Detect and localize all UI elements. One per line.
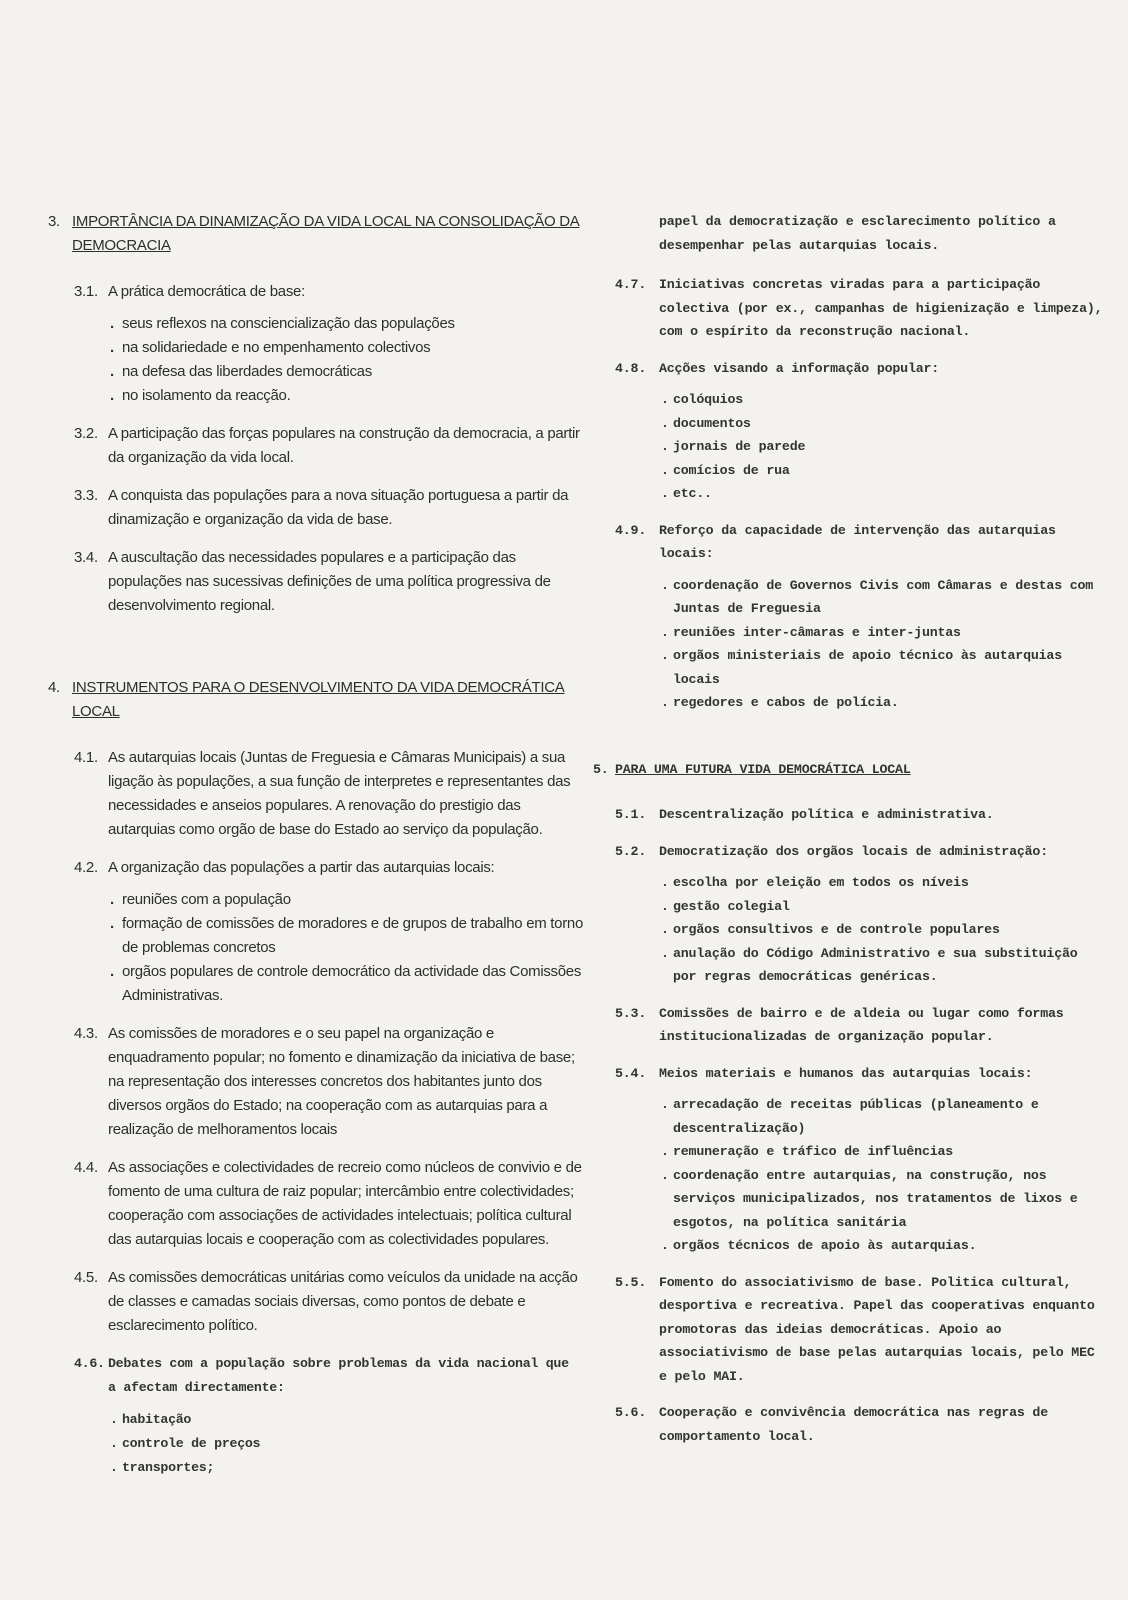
bullet-list <box>659 388 1105 506</box>
item-text: As associações e colectividades de recreio como núcleos de convivio e de fomento de uma cultura de raiz popular; intercâmbio entre colectividades; cooperação com associações de actividades intelectuais; política cultural das autarquias locais e cooperação com as colectividades populares. <box>108 1159 582 1248</box>
item-number: 4.5. <box>74 1269 98 1286</box>
item-5-1 <box>615 803 1105 827</box>
item-4-7 <box>615 273 1105 344</box>
item-4-3 <box>74 1022 583 1142</box>
section-5-heading <box>593 758 1105 782</box>
item-number: 4.3. <box>74 1025 98 1042</box>
item-text: Comissões de bairro e de aldeia ou lugar como formas institucionalizadas de organização popular. <box>659 1005 1064 1044</box>
bullet-item: . comícios de rua <box>659 459 1105 483</box>
item-number: 3.4. <box>74 549 98 566</box>
bullet-item: . na solidariedade e no empenhamento colectivos <box>108 336 583 360</box>
bullet-item: . gestão colegial <box>659 895 1105 919</box>
item-number: 4.8. <box>615 360 647 376</box>
bullet-item: . remuneração e tráfico de influências <box>659 1140 1105 1164</box>
item-text: A participação das forças populares na construção da democracia, a partir da organização da vida local. <box>108 425 580 466</box>
bullet-item: . reuniões com a população <box>108 888 583 912</box>
bullet-list <box>659 1093 1105 1258</box>
bullet-item: . jornais de parede <box>659 435 1105 459</box>
item-4-6 <box>74 1352 583 1480</box>
section-5-title: PARA UMA FUTURA VIDA DEMOCRÁTICA LOCAL <box>615 761 911 777</box>
bullet-list <box>659 574 1105 715</box>
item-5-6 <box>615 1401 1105 1448</box>
item-number: 5.3. <box>615 1005 647 1021</box>
bullet-item: . coordenação entre autarquias, na construção, nos serviços municipalizados, nos tratamentos de lixos e esgotos, na política sanitária <box>659 1164 1105 1235</box>
item-number: 4.4. <box>74 1159 98 1176</box>
item-text: Reforço da capacidade de intervenção das autarquias locais: <box>659 522 1056 561</box>
item-4-2 <box>74 856 583 1008</box>
item-4-5 <box>74 1266 583 1338</box>
section-4-heading <box>48 676 583 724</box>
item-number: 4.1. <box>74 749 98 766</box>
item-number: 3.3. <box>74 487 98 504</box>
bullet-item: . orgãos populares de controle democrático da actividade das Comissões Administrativas. <box>108 960 583 1008</box>
bullet-item: . reuniões inter-câmaras e inter-juntas <box>659 621 1105 645</box>
item-text: Fomento do associativismo de base. Politica cultural, desportiva e recreativa. Papel das cooperativas enquanto promotoras das ideias democráticas. Apoio ao associativismo de base pelas autarquias locais, pelo MEC e pelo MAI. <box>659 1274 1095 1384</box>
bullet-item: . transportes; <box>108 1456 583 1480</box>
bullet-item: . colóquios <box>659 388 1105 412</box>
item-text: As autarquias locais (Juntas de Freguesia e Câmaras Municipais) a sua ligação às populações, a sua função de interpretes e representantes das necessidades e anseios populares. A renovação do prestigio das autarquias como orgão de base do Estado ao serviço da população. <box>108 749 571 838</box>
section-4-title: INSTRUMENTOS PARA O DESENVOLVIMENTO DA VIDA DEMOCRÁTICA LOCAL <box>72 679 565 720</box>
item-5-4 <box>615 1062 1105 1258</box>
item-5-2 <box>615 840 1105 989</box>
continuation-text: papel da democratização e esclarecimento político a desempenhar pelas autarquias locais. <box>659 214 1056 253</box>
item-3-3 <box>74 484 583 532</box>
item-text: Descentralização política e administrativa. <box>659 807 994 822</box>
item-4-4 <box>74 1156 583 1252</box>
item-text: Democratização dos orgãos locais de administração: <box>659 843 1048 859</box>
section-4-number: 4. <box>48 679 60 696</box>
item-3-1 <box>74 280 583 408</box>
item-text: As comissões democráticas unitárias como veículos da unidade na acção de classes e camadas sociais diversas, como pontos de debate e esclarecimento político. <box>108 1269 578 1334</box>
bullet-item: . etc.. <box>659 482 1105 506</box>
item-text: Iniciativas concretas viradas para a participação colectiva (por ex., campanhas de higienização e limpeza), com o espírito da reconstrução nacional. <box>659 277 1103 339</box>
item-text: Meios materiais e humanos das autarquias locais: <box>659 1065 1033 1081</box>
item-text: Acções visando a informação popular: <box>659 360 940 376</box>
item-number: 3.2. <box>74 425 98 442</box>
item-4-9 <box>615 519 1105 715</box>
bullet-item: . arrecadação de receitas públicas (planeamento e descentralização) <box>659 1093 1105 1140</box>
bullet-item: . orgãos consultivos e de controle populares <box>659 918 1105 942</box>
right-column <box>593 210 1105 1461</box>
item-3-2 <box>74 422 583 470</box>
item-number: 3.1. <box>74 283 98 300</box>
section-5-number: 5. <box>593 761 609 777</box>
bullet-item: . na defesa das liberdades democráticas <box>108 360 583 384</box>
bullet-item: . controle de preços <box>108 1432 583 1456</box>
left-column <box>48 210 583 1494</box>
bullet-item: . no isolamento da reacção. <box>108 384 583 408</box>
item-5-3 <box>615 1002 1105 1049</box>
item-number: 5.5. <box>615 1274 647 1290</box>
item-text: As comissões de moradores e o seu papel na organização e enquadramento popular; no fomento e dinamização da iniciativa de base; na representação dos interesses concretos dos habitantes junto dos diversos orgãos do Estado; na cooperação com as autarquias para a realização de melhoramentos locais <box>108 1025 575 1138</box>
item-number: 4.7. <box>615 277 647 292</box>
item-4-8 <box>615 357 1105 506</box>
item-number: 5.4. <box>615 1065 647 1081</box>
item-4-1 <box>74 746 583 842</box>
item-text: A conquista das populações para a nova situação portuguesa a partir da dinamização e organização da vida de base. <box>108 487 569 528</box>
item-text: A organização das populações a partir das autarquias locais: <box>108 859 495 876</box>
bullet-item: . escolha por eleição em todos os níveis <box>659 871 1105 895</box>
bullet-list <box>108 888 583 1008</box>
item-number: 4.9. <box>615 522 647 538</box>
item-number: 4.6. <box>74 1356 105 1371</box>
bullet-list <box>108 1408 583 1480</box>
section-3-heading <box>48 210 583 258</box>
item-number: 5.1. <box>615 807 647 822</box>
bullet-item: . orgãos técnicos de apoio às autarquias. <box>659 1234 1105 1258</box>
item-number: 4.2. <box>74 859 98 876</box>
bullet-item: . coordenação de Governos Civis com Câmaras e destas com Juntas de Freguesia <box>659 574 1105 621</box>
item-number: 5.6. <box>615 1405 647 1420</box>
section-3-title: IMPORTÂNCIA DA DINAMIZAÇÃO DA VIDA LOCAL NA CONSOLIDAÇÃO DA DEMOCRACIA <box>72 213 580 254</box>
item-5-5 <box>615 1271 1105 1389</box>
item-number: 5.2. <box>615 843 647 859</box>
bullet-item: . habitação <box>108 1408 583 1432</box>
bullet-item: . orgãos ministeriais de apoio técnico às autarquias locais <box>659 644 1105 691</box>
bullet-item: . anulação do Código Administrativo e sua substituição por regras democráticas genéricas. <box>659 942 1105 989</box>
bullet-item: . formação de comissões de moradores e de grupos de trabalho em torno de problemas concretos <box>108 912 583 960</box>
item-text: A prática democrática de base: <box>108 283 305 300</box>
item-text: Cooperação e convivência democrática nas regras de comportamento local. <box>659 1405 1048 1444</box>
item-text: Debates com a população sobre problemas da vida nacional que a afectam directamente: <box>108 1356 569 1395</box>
bullet-item: . regedores e cabos de polícia. <box>659 691 1105 715</box>
item-text: A auscultação das necessidades populares e a participação das populações nas sucessivas definições de uma política progressiva de desenvolvimento regional. <box>108 549 551 614</box>
bullet-list <box>108 312 583 408</box>
bullet-item: . documentos <box>659 412 1105 436</box>
bullet-item: . seus reflexos na consciencialização das populações <box>108 312 583 336</box>
bullet-list <box>659 871 1105 989</box>
item-3-4 <box>74 546 583 618</box>
section-3-number: 3. <box>48 213 60 230</box>
